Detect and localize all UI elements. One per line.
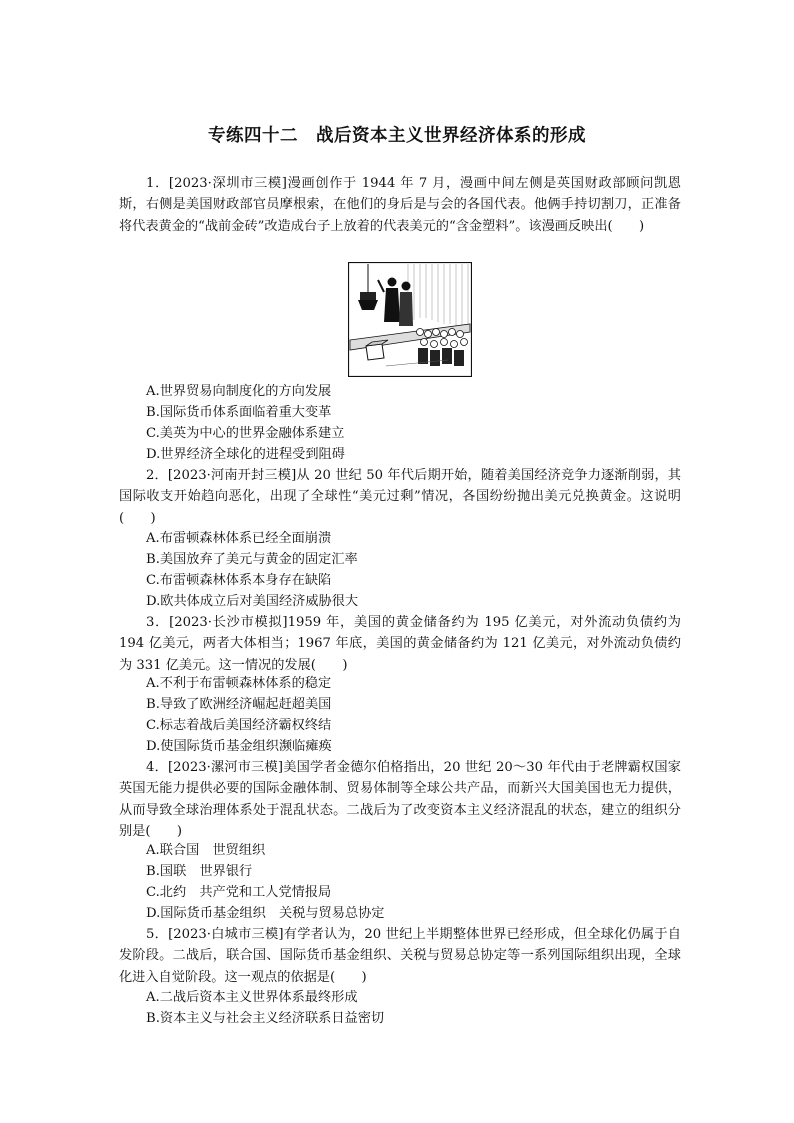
question-4-stem [119,757,681,843]
question-5-option-a[interactable]: A.二战后资本主义世界体系最终形成 [146,990,358,1005]
question-5-text: 5．[2023·白城市三模]有学者认为，20 世纪上半期整体世界已经形成，但全球化仍属于自发阶段。二战后，联合国、国际货币基金组织、关税与贸易总协定等一系列国际组织出现，全球化进入自觉阶段。这一观点的依据是( ) [119,927,681,985]
political-cartoon-image [348,262,472,377]
question-4-option-b[interactable]: B.国联 世界银行 [146,864,253,879]
question-3-option-d[interactable]: D.使国际货币基金组织濒临瘫痪 [146,739,332,754]
question-3-stem [119,612,681,676]
question-2-text: 2．[2023·河南开封三模]从 20 世纪 50 年代后期开始，随着美国经济竞争力逐渐削弱，其国际收支开始趋向恶化，出现了全球性“美元过剩”情况，各国纷纷抛出美元兑换黄金。这说明( ) [119,468,681,526]
question-4-option-d[interactable]: D.国际货币基金组织 关税与贸易总协定 [146,906,385,921]
question-2-option-c[interactable]: C.布雷顿森林体系本身存在缺陷 [146,573,332,588]
question-3-option-c[interactable]: C.标志着战后美国经济霸权终结 [146,718,332,733]
question-3-text: 3．[2023·长沙市模拟]1959 年，美国的黄金储备约为 195 亿美元，对外流动负债约为 194 亿美元，两者大体相当；1967 年底，美国的黄金储备约为 121 亿美元，对外流动负债约为 331 亿美元。这一情况的发展( ) [119,615,681,673]
question-1-stem [119,173,681,237]
question-2-option-b[interactable]: B.美国放弃了美元与黄金的固定汇率 [146,552,358,567]
question-2-stem [119,465,681,529]
page-title: 专练四十二 战后资本主义世界经济体系的形成 [208,126,586,146]
question-3-option-b[interactable]: B.导致了欧洲经济崛起赶超美国 [146,697,332,712]
question-5-stem [119,924,681,988]
question-1-option-b[interactable]: B.国际货币体系面临着重大变革 [146,405,332,420]
question-4-text: 4．[2023·漯河市三模]美国学者金德尔伯格指出，20 世纪 20～30 年代由于老牌霸权国家英国无能力提供必要的国际金融体制、贸易体制等全球公共产品，而新兴大国美国也无力提供，从而导致全球治理体系处于混乱状态。二战后为了改变资本主义经济混乱的状态，建立的组织分别是( ) [119,760,681,840]
question-1-option-c[interactable]: C.美英为中心的世界金融体系建立 [146,426,345,441]
question-5-option-b[interactable]: B.资本主义与社会主义经济联系日益密切 [146,1011,385,1026]
question-4-option-c[interactable]: C.北约 共产党和工人党情报局 [146,885,332,900]
question-1-option-d[interactable]: D.世界经济全球化的进程受到阻碍 [146,447,345,462]
question-1-text: 1．[2023·深圳市三模]漫画创作于 1944 年 7 月，漫画中间左侧是英国财政部顾问凯恩斯，右侧是美国财政部官员摩根索，在他们的身后是与会的各国代表。他俩手持切割刀，正准备将代表黄金的“战前金砖”改造成台子上放着的代表美元的“含金塑料”。该漫画反映出( ) [119,176,681,234]
question-1-option-a[interactable]: A.世界贸易向制度化的方向发展 [146,384,332,399]
question-3-option-a[interactable]: A.不利于布雷顿森林体系的稳定 [146,676,332,691]
question-2-option-a[interactable]: A.布雷顿森林体系已经全面崩溃 [146,531,332,546]
question-2-option-d[interactable]: D.欧共体成立后对美国经济威胁很大 [146,594,359,609]
question-4-option-a[interactable]: A.联合国 世贸组织 [146,843,266,858]
